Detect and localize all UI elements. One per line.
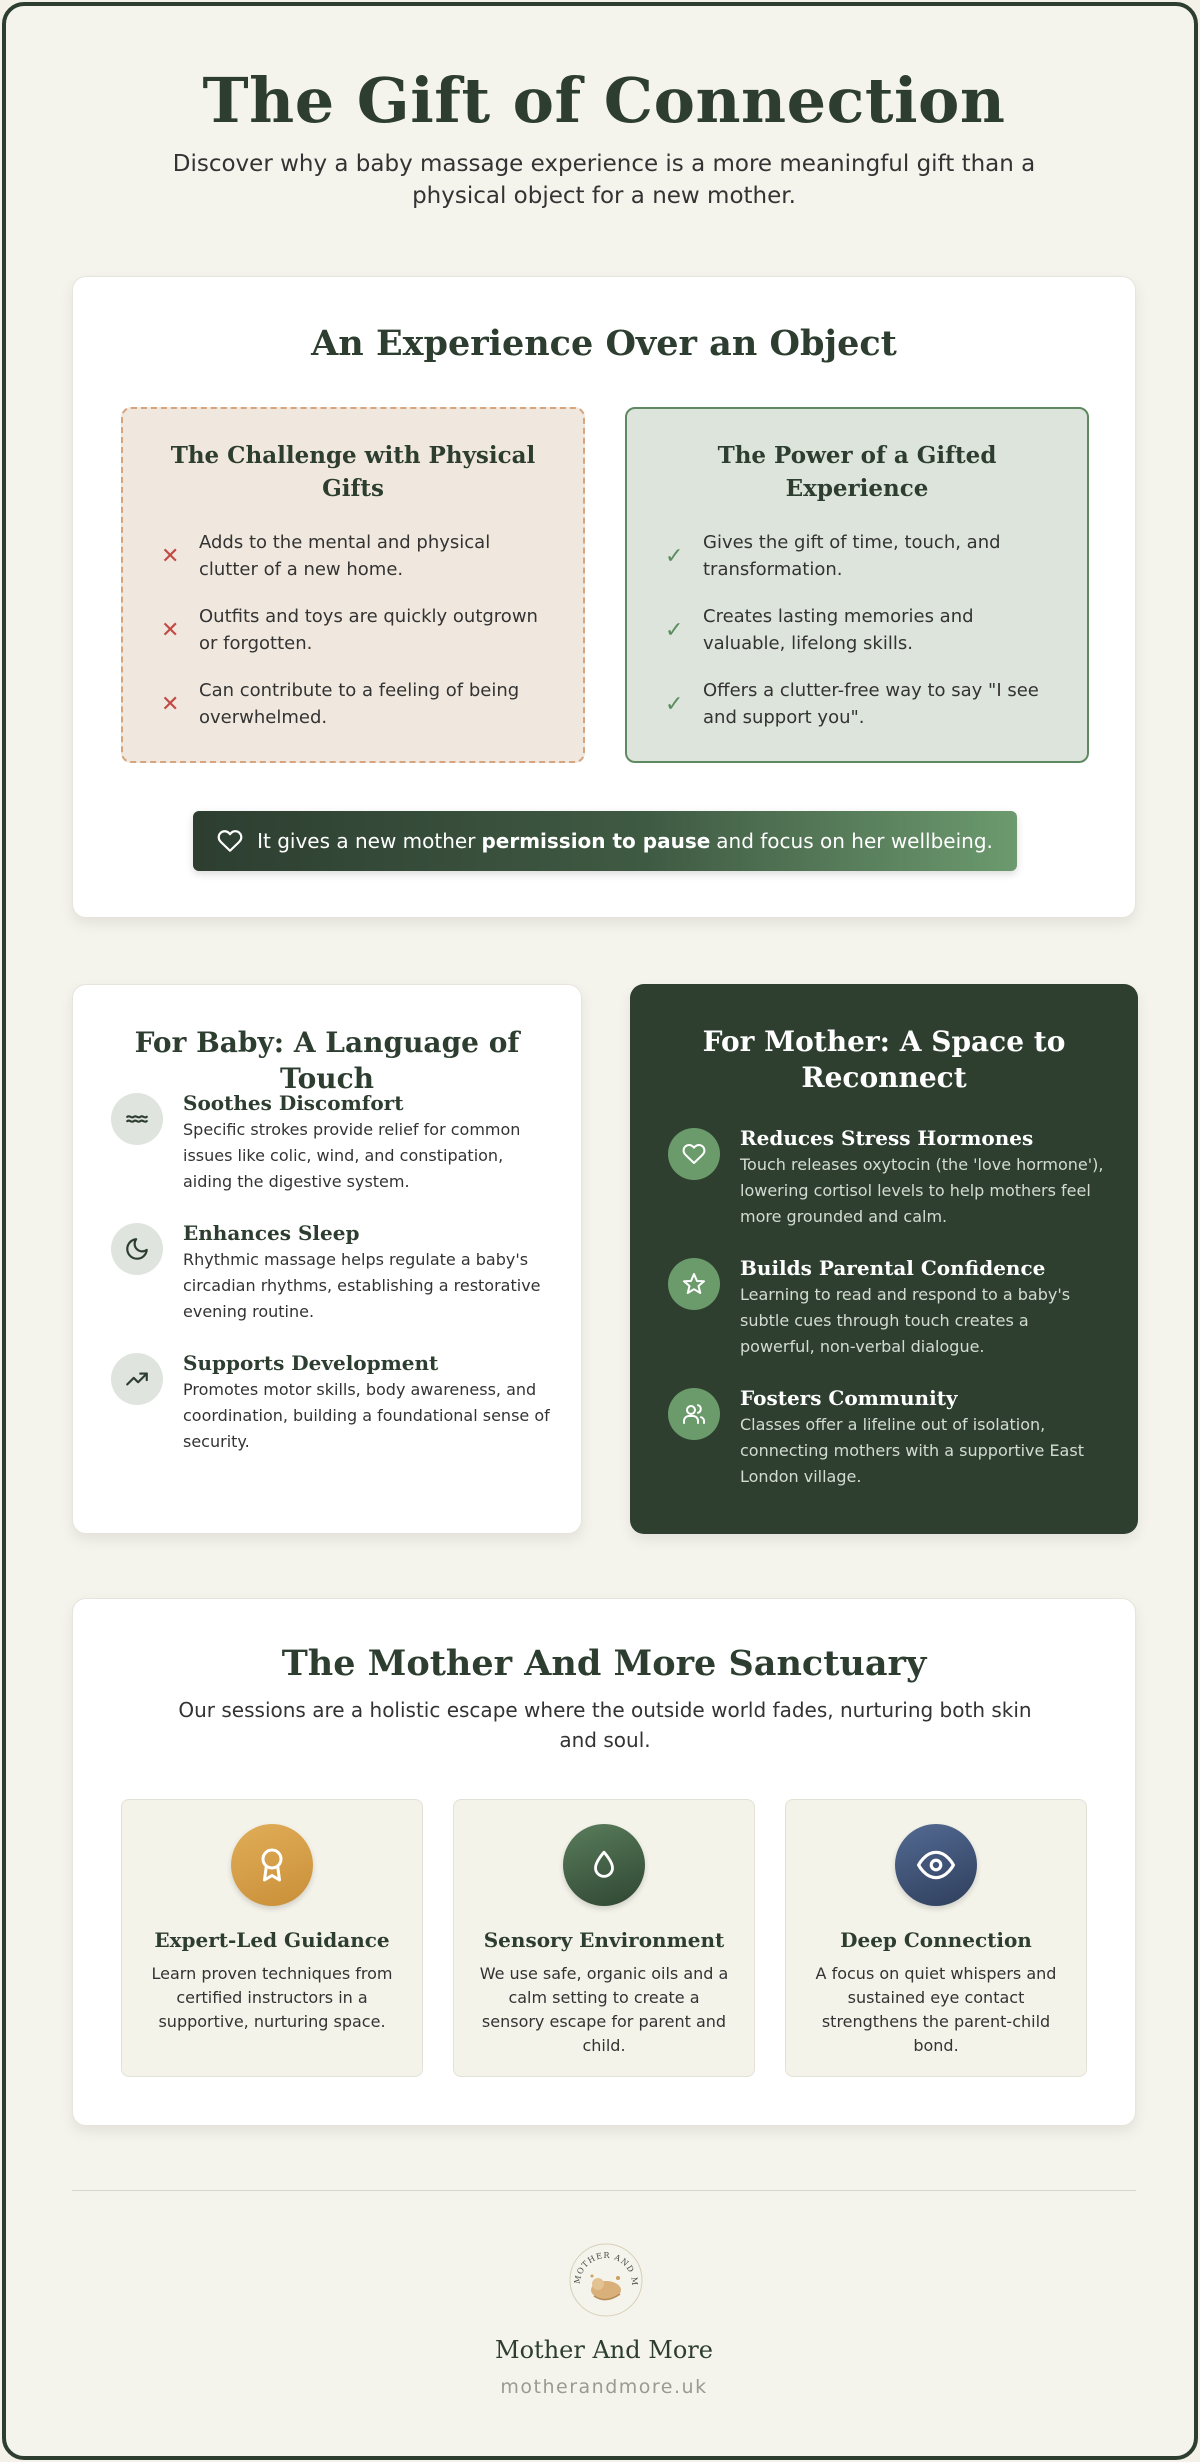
baby-title: For Baby: A Language of Touch xyxy=(134,1026,520,1095)
page-frame xyxy=(2,2,1198,2460)
experience-section xyxy=(72,276,1136,918)
tile-text: A focus on quiet whispers and sustained eye contact strengthens the parent-child bond. xyxy=(815,1964,1057,2055)
tile-expert xyxy=(121,1799,423,2077)
award-icon xyxy=(231,1824,313,1906)
list-item: ✓ Gives the gift of time, touch, and transformation. xyxy=(665,532,1001,580)
sanctuary-section xyxy=(72,1598,1136,2126)
sanctuary-title: The Mother And More Sanctuary xyxy=(281,1643,927,1684)
feature-title: Supports Development xyxy=(183,1351,439,1375)
brand-logo xyxy=(564,2238,648,2322)
cross-icon: ✕ xyxy=(161,617,180,643)
feature-item xyxy=(111,1223,551,1325)
footer-brand: Mother And More xyxy=(495,2336,713,2364)
power-box xyxy=(625,407,1089,763)
feature-item xyxy=(668,1128,1108,1230)
droplet-icon xyxy=(563,1824,645,1906)
users-icon xyxy=(668,1388,720,1440)
banner-emphasis: permission to pause xyxy=(481,829,711,853)
feature-title: Soothes Discomfort xyxy=(183,1091,404,1115)
experience-title: An Experience Over an Object xyxy=(311,323,897,364)
cross-icon: ✕ xyxy=(161,691,180,717)
pause-banner xyxy=(193,811,1017,871)
banner-prefix: It gives a new mother xyxy=(257,829,476,853)
power-list xyxy=(663,529,1051,731)
page-subtitle: Discover why a baby massage experience is a more meaningful gift than a physical object for a new mother. xyxy=(172,151,1036,209)
feature-title: Fosters Community xyxy=(740,1386,958,1410)
challenge-box xyxy=(121,407,585,763)
feature-text: Touch releases oxytocin (the 'love hormone'), lowering cortisol levels to help mothers feel more grounded and calm. xyxy=(740,1155,1104,1226)
list-item: ✕ Can contribute to a feeling of being overwhelmed. xyxy=(161,680,520,728)
feature-text: Specific strokes provide relief for common issues like colic, wind, and constipation, aiding the digestive system. xyxy=(183,1120,521,1191)
heart-icon xyxy=(217,828,243,854)
feature-text: Classes offer a lifeline out of isolation, connecting mothers with a supportive East London village. xyxy=(740,1415,1084,1486)
challenge-list xyxy=(159,529,547,731)
footer-url-link[interactable]: motherandmore.uk xyxy=(500,2376,708,2398)
check-icon: ✓ xyxy=(665,617,684,643)
feature-text: Learning to read and respond to a baby's subtle cues through touch creates a powerful, non-verbal dialogue. xyxy=(740,1285,1071,1356)
tile-title: Deep Connection xyxy=(840,1928,1032,1952)
list-item: ✕ Adds to the mental and physical clutter of a new home. xyxy=(161,532,491,580)
feature-text: Promotes motor skills, body awareness, and coordination, building a foundational sense of security. xyxy=(183,1380,550,1451)
feature-item xyxy=(668,1388,1108,1490)
check-icon: ✓ xyxy=(665,691,684,717)
sanctuary-subtitle: Our sessions are a holistic escape where the outside world fades, nurturing both skin and soul. xyxy=(178,1698,1032,1752)
footer-divider xyxy=(72,2190,1136,2191)
challenge-title: The Challenge with Physical Gifts xyxy=(170,442,536,502)
wave-icon xyxy=(111,1093,163,1145)
power-title: The Power of a Gifted Experience xyxy=(717,442,997,502)
list-item: ✕ Outfits and toys are quickly outgrown or forgotten. xyxy=(161,606,538,654)
tile-title: Expert-Led Guidance xyxy=(154,1928,390,1952)
check-icon: ✓ xyxy=(665,543,684,569)
mother-title: For Mother: A Space to Reconnect xyxy=(702,1025,1066,1094)
feature-item xyxy=(111,1353,551,1455)
moon-icon xyxy=(111,1223,163,1275)
feature-item xyxy=(668,1258,1108,1360)
logo-text: MOTHER AND M xyxy=(572,2250,640,2287)
star-icon xyxy=(668,1258,720,1310)
tile-title: Sensory Environment xyxy=(483,1928,725,1952)
tile-text: Learn proven techniques from certified instructors in a supportive, nurturing space. xyxy=(151,1964,393,2031)
tile-sensory xyxy=(453,1799,755,2077)
page-title: The Gift of Connection xyxy=(202,64,1006,137)
list-item: ✓ Creates lasting memories and valuable, lifelong skills. xyxy=(665,606,974,654)
feature-text: Rhythmic massage helps regulate a baby's circadian rhythms, establishing a restorative evening routine. xyxy=(183,1250,541,1321)
trending-up-icon xyxy=(111,1353,163,1405)
heart-icon xyxy=(668,1128,720,1180)
tile-text: We use safe, organic oils and a calm setting to create a sensory escape for parent and child. xyxy=(479,1964,729,2055)
baby-card xyxy=(72,984,582,1534)
feature-title: Enhances Sleep xyxy=(183,1221,360,1245)
feature-item xyxy=(111,1093,551,1195)
cross-icon: ✕ xyxy=(161,543,180,569)
mother-card xyxy=(630,984,1138,1534)
feature-title: Reduces Stress Hormones xyxy=(740,1126,1034,1150)
list-item: ✓ Offers a clutter-free way to say "I see and support you". xyxy=(665,680,1039,728)
feature-title: Builds Parental Confidence xyxy=(740,1256,1046,1280)
tile-connection xyxy=(785,1799,1087,2077)
eye-icon xyxy=(895,1824,977,1906)
banner-suffix: and focus on her wellbeing. xyxy=(716,829,993,853)
